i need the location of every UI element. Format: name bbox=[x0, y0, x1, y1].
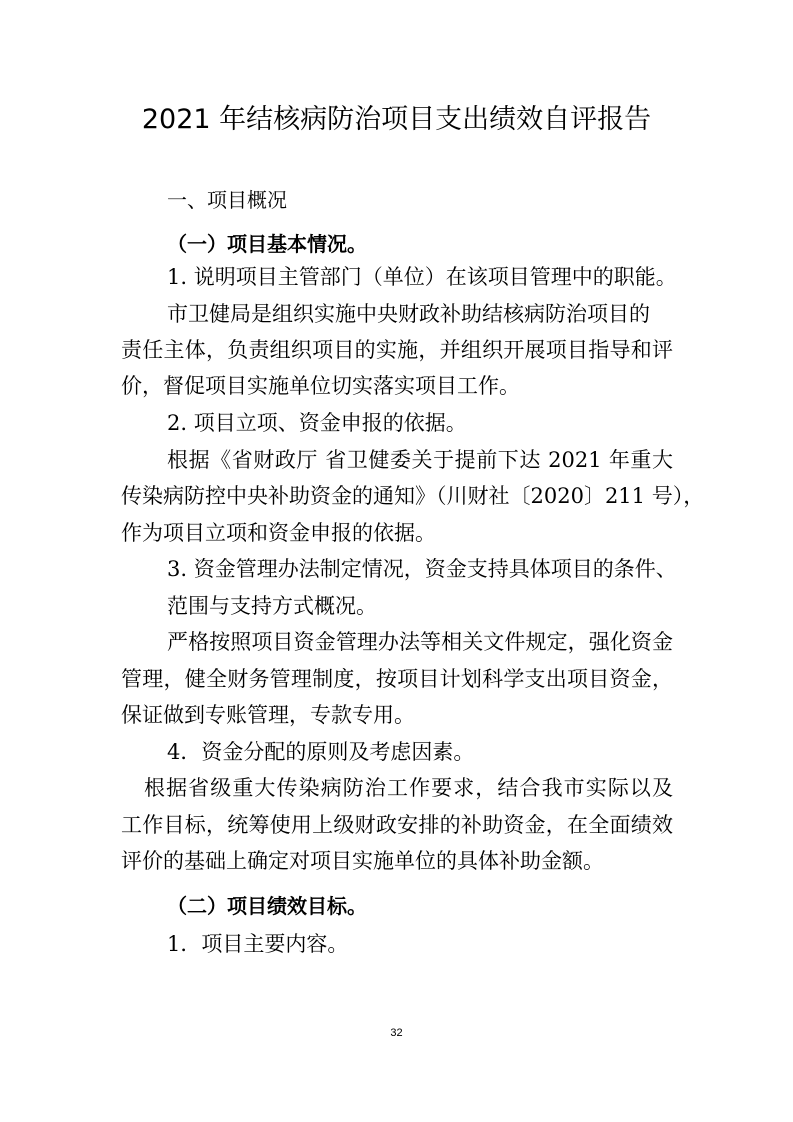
subsection-heading: （二）项目绩效目标。 bbox=[167, 894, 367, 918]
paragraph-line: 工作目标，统筹使用上级财政安排的补助资金，在全面绩效 bbox=[121, 813, 673, 837]
paragraph-line: 根据《省财政厅 省卫健委关于提前下达 2021 年重大 bbox=[167, 448, 673, 472]
subsection-heading: （一）项目基本情况。 bbox=[167, 232, 367, 256]
paragraph-line: 传染病防控中央补助资金的通知》（川财社〔2020〕211 号）， bbox=[121, 484, 705, 508]
item-heading: 1．项目主要内容。 bbox=[167, 932, 349, 956]
section-heading: 一、项目概况 bbox=[167, 188, 287, 212]
paragraph-line: 根据省级重大传染病防治工作要求，结合我市实际以及 bbox=[144, 776, 673, 800]
paragraph-line: 责任主体，负责组织项目的实施，并组织开展项目指导和评 bbox=[121, 338, 673, 362]
document-title: 2021 年结核病防治项目支出绩效自评报告 bbox=[141, 104, 652, 135]
paragraph-line: 市卫健局是组织实施中央财政补助结核病防治项目的 bbox=[167, 302, 650, 326]
paragraph-line: 价，督促项目实施单位切实落实项目工作。 bbox=[121, 374, 520, 398]
item-heading: 1. 说明项目主管部门（单位）在该项目管理中的职能。 bbox=[167, 265, 677, 289]
item-heading: 4．资金分配的原则及考虑因素。 bbox=[167, 740, 475, 764]
item-heading: 2. 项目立项、资金申报的依据。 bbox=[167, 411, 467, 435]
item-heading: 3. 资金管理办法制定情况，资金支持具体项目的条件、 bbox=[167, 557, 677, 581]
paragraph-line: 保证做到专账管理，专款专用。 bbox=[121, 703, 415, 727]
page-number: 32 bbox=[390, 1027, 403, 1039]
paragraph-line: 评价的基础上确定对项目实施单位的具体补助金额。 bbox=[121, 849, 604, 873]
paragraph-line: 作为项目立项和资金申报的依据。 bbox=[121, 521, 436, 545]
item-heading: 范围与支持方式概况。 bbox=[167, 594, 377, 618]
paragraph-line: 管理，健全财务管理制度，按项目计划科学支出项目资金， bbox=[121, 667, 673, 691]
paragraph-line: 严格按照项目资金管理办法等相关文件规定，强化资金 bbox=[167, 630, 673, 654]
